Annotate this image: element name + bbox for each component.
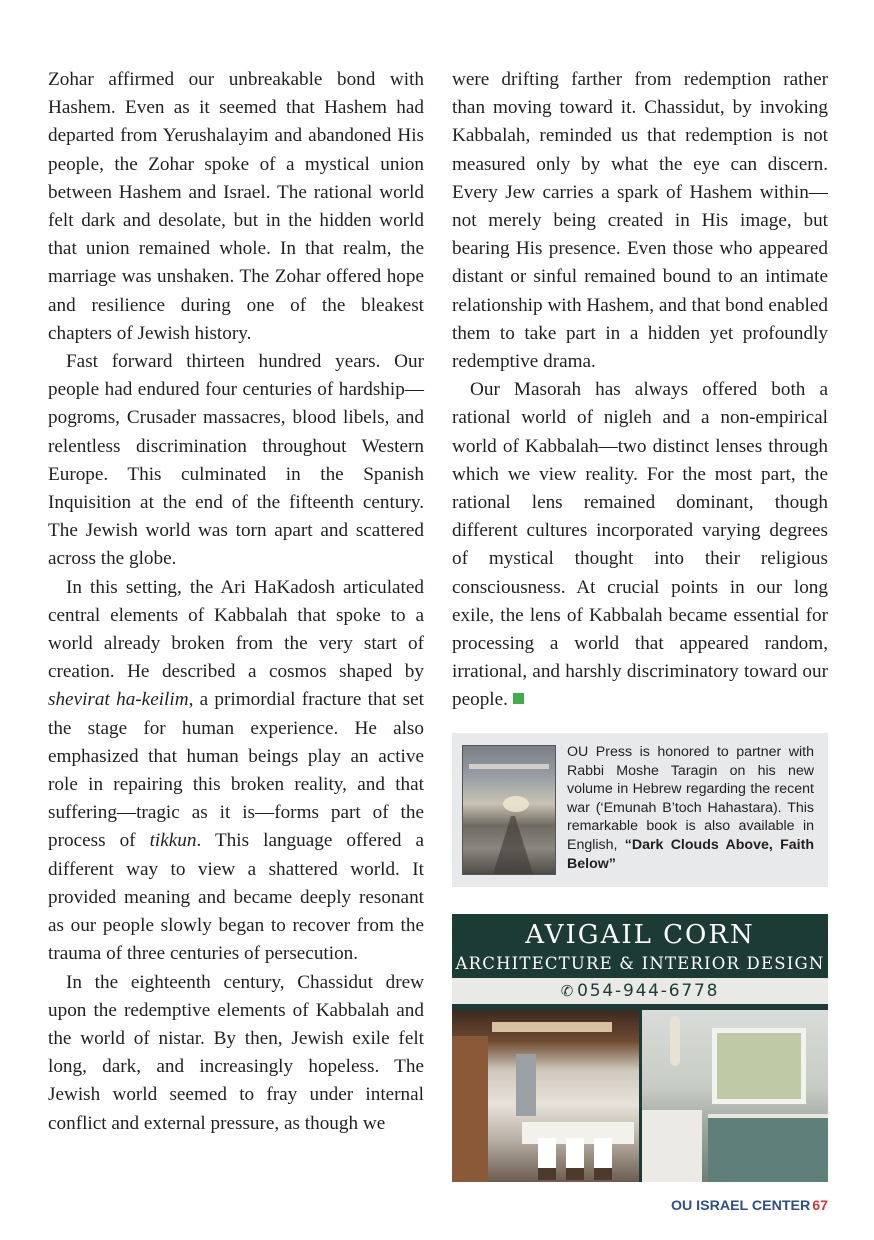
ad-phone-band — [452, 978, 828, 1004]
page-footer — [560, 1196, 828, 1216]
kitchen-photo — [452, 1010, 639, 1182]
paragraph: were drifting farther from redemption rather than moving toward it. Chassidut, by invoking Kabbalah, reminded us that redemption is not measured only by what the eye can discern. Every Jew carries a spark of Hashem within—not merely being created in His image, but bearing His presence. Even those who appeared distant or sinful remained bound to an intimate relationship with Hashem, and that bond enabled them to take part in a hidden yet profoundly redemptive drama. — [452, 69, 828, 373]
ad-phone-line[interactable] — [452, 978, 828, 1004]
end-mark-icon — [513, 693, 524, 704]
article-column-left — [48, 66, 424, 1138]
article-column-right — [452, 66, 828, 715]
ad-business-name: AVIGAIL CORN — [525, 920, 755, 950]
book-title: “Dark Clouds Above, Faith Below” — [567, 836, 814, 872]
advertisement[interactable] — [452, 914, 828, 1182]
paragraph: In the eighteenth century, Chassidut drew upon the redemptive elements of Kabbalah and the world of nistar. By then, Jewish exile felt long, dark, and increasingly hopeless. The Jewish world seemed to fray under internal conflict and external pressure, as though we — [48, 971, 424, 1134]
ad-phone-number: 054-944-6778 — [577, 981, 720, 1001]
text-span: . This language offered a different way to view a shattered world. It provided meaning and became deeply resonant as our people slowly began to recover from the trauma of three centuries of persecution. — [48, 830, 424, 965]
ad-tagline: ARCHITECTURE & INTERIOR DESIGN — [455, 954, 825, 973]
promo-text — [567, 743, 814, 873]
phone-icon: ✆ — [560, 982, 576, 1000]
italic-term: shevirat ha-keilim — [48, 689, 189, 711]
bedroom-photo — [642, 1010, 828, 1182]
book-promo-box — [452, 733, 828, 887]
text-span: In this setting, the Ari HaKadosh articulated central elements of Kabbalah that spoke to a world already broken from the very start of creation. He described a cosmos shaped by — [48, 576, 424, 683]
paragraph — [48, 574, 424, 969]
publication-name: OU ISRAEL CENTER — [670, 1198, 811, 1214]
promo-body: OU Press is honored to partner with Rabbi Moshe Taragin on his new volume in Hebrew regarding the recent war (‘Emunah B’toch Hahastara). This remarkable book is also available in English, — [567, 744, 814, 853]
book-cover-image — [463, 746, 555, 874]
italic-term: tikkun — [149, 830, 197, 852]
paragraph: Zohar affirmed our unbreakable bond with Hashem. Even as it seemed that Hashem had departed from Yerushalayim and abandoned His people, the Zohar spoke of a mystical union between Hashem and Israel. The rational world felt dark and desolate, but in the hidden world that union remained whole. In that realm, the marriage was unshaken. The Zohar offered hope and resilience during one of the bleakest chapters of Jewish history. — [48, 69, 424, 344]
text-span: , a primordial fracture that set the stage for human experience. He also emphasized that human beings play an active role in repairing this broken reality, and that suffering—tragic as it is—forms part of the process of — [48, 689, 424, 852]
paragraph: Fast forward thirteen hundred years. Our people had endured four centuries of hardship—pogroms, Crusader massacres, blood libels, and relentless discrimination throughout Western Europe. This culminated in the Spanish Inquisition at the end of the fifteenth century. The Jewish world was torn apart and scattered across the globe. — [48, 351, 424, 570]
page-number: 67 — [812, 1198, 828, 1214]
text-span: Our Masorah has always offered both a rational world of nigleh and a non-empirical world of Kabbalah—two distinct lenses through which we view reality. For the most part, the rational lens remained dominant, though different cultures incorporated varying degrees of mystical thought into their religious consciousness. At crucial points in our long exile, the lens of Kabbalah became essential for processing a world that appeared random, irrational, and harshly discriminatory toward our people. — [452, 379, 828, 711]
paragraph — [452, 376, 828, 714]
